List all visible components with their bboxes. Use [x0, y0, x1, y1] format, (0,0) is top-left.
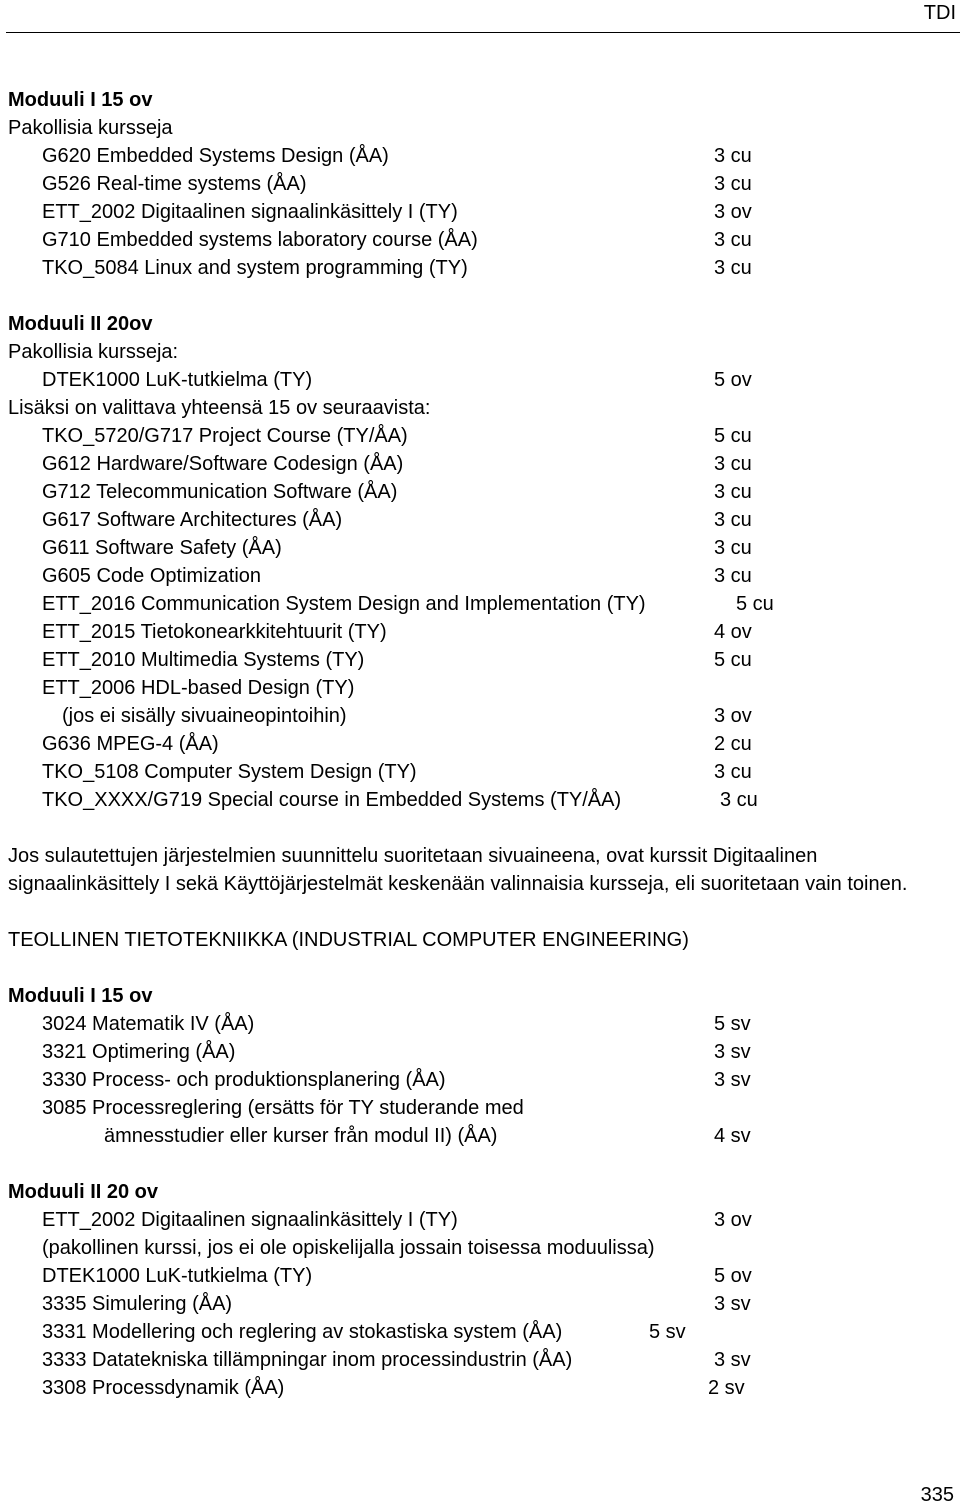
- course-row: G620 Embedded Systems Design (ÅA) 3 cu: [8, 142, 952, 170]
- course-row: 3331 Modellering och reglering av stokastiska system (ÅA) 5 sv: [8, 1318, 952, 1346]
- course-credits: 3 cu: [714, 761, 752, 783]
- header-rule: [6, 32, 960, 33]
- course-row: 3085 Processreglering (ersätts för TY studerande med: [42, 1097, 524, 1119]
- course-credits: 5 cu: [736, 593, 774, 615]
- course-credits: 5 cu: [714, 649, 752, 671]
- course-row: ämnesstudier eller kurser från modul II) (ÅA) 4 sv: [8, 1122, 952, 1150]
- course-credits: 3 ov: [714, 1209, 752, 1231]
- module-title: Moduuli II 20 ov: [8, 1181, 159, 1203]
- course-credits: 3 cu: [714, 565, 752, 587]
- course-credits: 3 cu: [714, 537, 752, 559]
- module-title: Moduuli II 20ov: [8, 313, 153, 335]
- course-row: ETT_2016 Communication System Design and Implementation (TY) 5 cu: [8, 590, 952, 618]
- course-credits: 5 sv: [649, 1321, 686, 1343]
- course-row: ETT_2010 Multimedia Systems (TY) 5 cu: [8, 646, 952, 674]
- course-credits: 5 cu: [714, 425, 752, 447]
- spacer: [8, 1150, 952, 1178]
- header-label: TDI: [923, 2, 956, 24]
- note-paragraph: Jos sulautettujen järjestelmien suunnittelu suoritetaan sivuaineena, ovat kurssit Digitaalinen signaalinkäsittely I sekä Käyttöjärjestelmät keskenään valinnaisia kursseja, eli suoritetaan vain toinen.: [8, 845, 908, 895]
- elective-intro: Lisäksi on valittava yhteensä 15 ov seuraavista:: [8, 397, 431, 419]
- course-credits: 3 cu: [714, 257, 752, 279]
- course-credits: 5 sv: [714, 1013, 751, 1035]
- course-row: G605 Code Optimization 3 cu: [8, 562, 952, 590]
- course-row: G617 Software Architectures (ÅA) 3 cu: [8, 506, 952, 534]
- course-row: 3333 Datatekniska tillämpningar inom processindustrin (ÅA) 3 sv: [8, 1346, 952, 1374]
- course-credits: 3 cu: [714, 453, 752, 475]
- course-credits: 5 ov: [714, 369, 752, 391]
- course-credits: 3 cu: [714, 145, 752, 167]
- course-credits: 2 sv: [708, 1377, 745, 1399]
- course-row: G611 Software Safety (ÅA) 3 cu: [8, 534, 952, 562]
- course-row: TKO_5108 Computer System Design (TY) 3 cu: [8, 758, 952, 786]
- course-credits: 3 ov: [714, 705, 752, 727]
- course-row: 3335 Simulering (ÅA) 3 sv: [8, 1290, 952, 1318]
- course-credits: 3 sv: [714, 1293, 751, 1315]
- course-row: ETT_2015 Tietokonearkkitehtuurit (TY) 4 ov: [8, 618, 952, 646]
- course-credits: 3 cu: [714, 481, 752, 503]
- course-row: ETT_2002 Digitaalinen signaalinkäsittely I (TY) 3 ov: [8, 1206, 952, 1234]
- course-row: ETT_2002 Digitaalinen signaalinkäsittely I (TY) 3 ov: [8, 198, 952, 226]
- course-credits: 4 sv: [714, 1125, 751, 1147]
- module-title: Moduuli I 15 ov: [8, 985, 153, 1007]
- course-row: TKO_5084 Linux and system programming (TY) 3 cu: [8, 254, 952, 282]
- document-body: [8, 86, 952, 1402]
- course-row: DTEK1000 LuK-tutkielma (TY) 5 ov: [8, 366, 952, 394]
- spacer: [8, 814, 952, 842]
- course-credits: 4 ov: [714, 621, 752, 643]
- course-row: G712 Telecommunication Software (ÅA) 3 cu: [8, 478, 952, 506]
- module-subtitle: Pakollisia kursseja:: [8, 341, 179, 363]
- course-row: 3321 Optimering (ÅA) 3 sv: [8, 1038, 952, 1066]
- course-row: 3308 Processdynamik (ÅA) 2 sv: [8, 1374, 952, 1402]
- module-subtitle: Pakollisia kursseja: [8, 117, 173, 139]
- course-credits: 3 sv: [714, 1041, 751, 1063]
- course-credits: 3 cu: [720, 789, 758, 811]
- course-row: TKO_XXXX/G719 Special course in Embedded Systems (TY/ÅA) 3 cu: [8, 786, 952, 814]
- course-row: ETT_2006 HDL-based Design (TY): [42, 677, 355, 699]
- spacer: [8, 282, 952, 310]
- course-credits: 3 cu: [714, 509, 752, 531]
- course-row: G636 MPEG-4 (ÅA) 2 cu: [8, 730, 952, 758]
- module-title: Moduuli I 15 ov: [8, 89, 153, 111]
- course-credits: 3 sv: [714, 1069, 751, 1091]
- spacer: [8, 954, 952, 982]
- program-title: TEOLLINEN TIETOTEKNIIKKA (INDUSTRIAL COMPUTER ENGINEERING): [8, 929, 689, 951]
- course-row: (pakollinen kurssi, jos ei ole opiskelijalla jossain toisessa moduulissa): [42, 1237, 655, 1259]
- course-row: DTEK1000 LuK-tutkielma (TY) 5 ov: [8, 1262, 952, 1290]
- course-row: G710 Embedded systems laboratory course (ÅA) 3 cu: [8, 226, 952, 254]
- course-row: TKO_5720/G717 Project Course (TY/ÅA) 5 cu: [8, 422, 952, 450]
- course-row: (jos ei sisälly sivuaineopintoihin) 3 ov: [8, 702, 952, 730]
- course-credits: 3 sv: [714, 1349, 751, 1371]
- course-row: 3330 Process- och produktionsplanering (ÅA) 3 sv: [8, 1066, 952, 1094]
- course-credits: 3 cu: [714, 173, 752, 195]
- spacer: [8, 898, 952, 926]
- course-row: 3024 Matematik IV (ÅA) 5 sv: [8, 1010, 952, 1038]
- course-row: G612 Hardware/Software Codesign (ÅA) 3 cu: [8, 450, 952, 478]
- course-credits: 5 ov: [714, 1265, 752, 1287]
- course-credits: 2 cu: [714, 733, 752, 755]
- course-credits: 3 cu: [714, 229, 752, 251]
- course-credits: 3 ov: [714, 201, 752, 223]
- page-number: 335: [920, 1484, 954, 1506]
- course-row: G526 Real-time systems (ÅA) 3 cu: [8, 170, 952, 198]
